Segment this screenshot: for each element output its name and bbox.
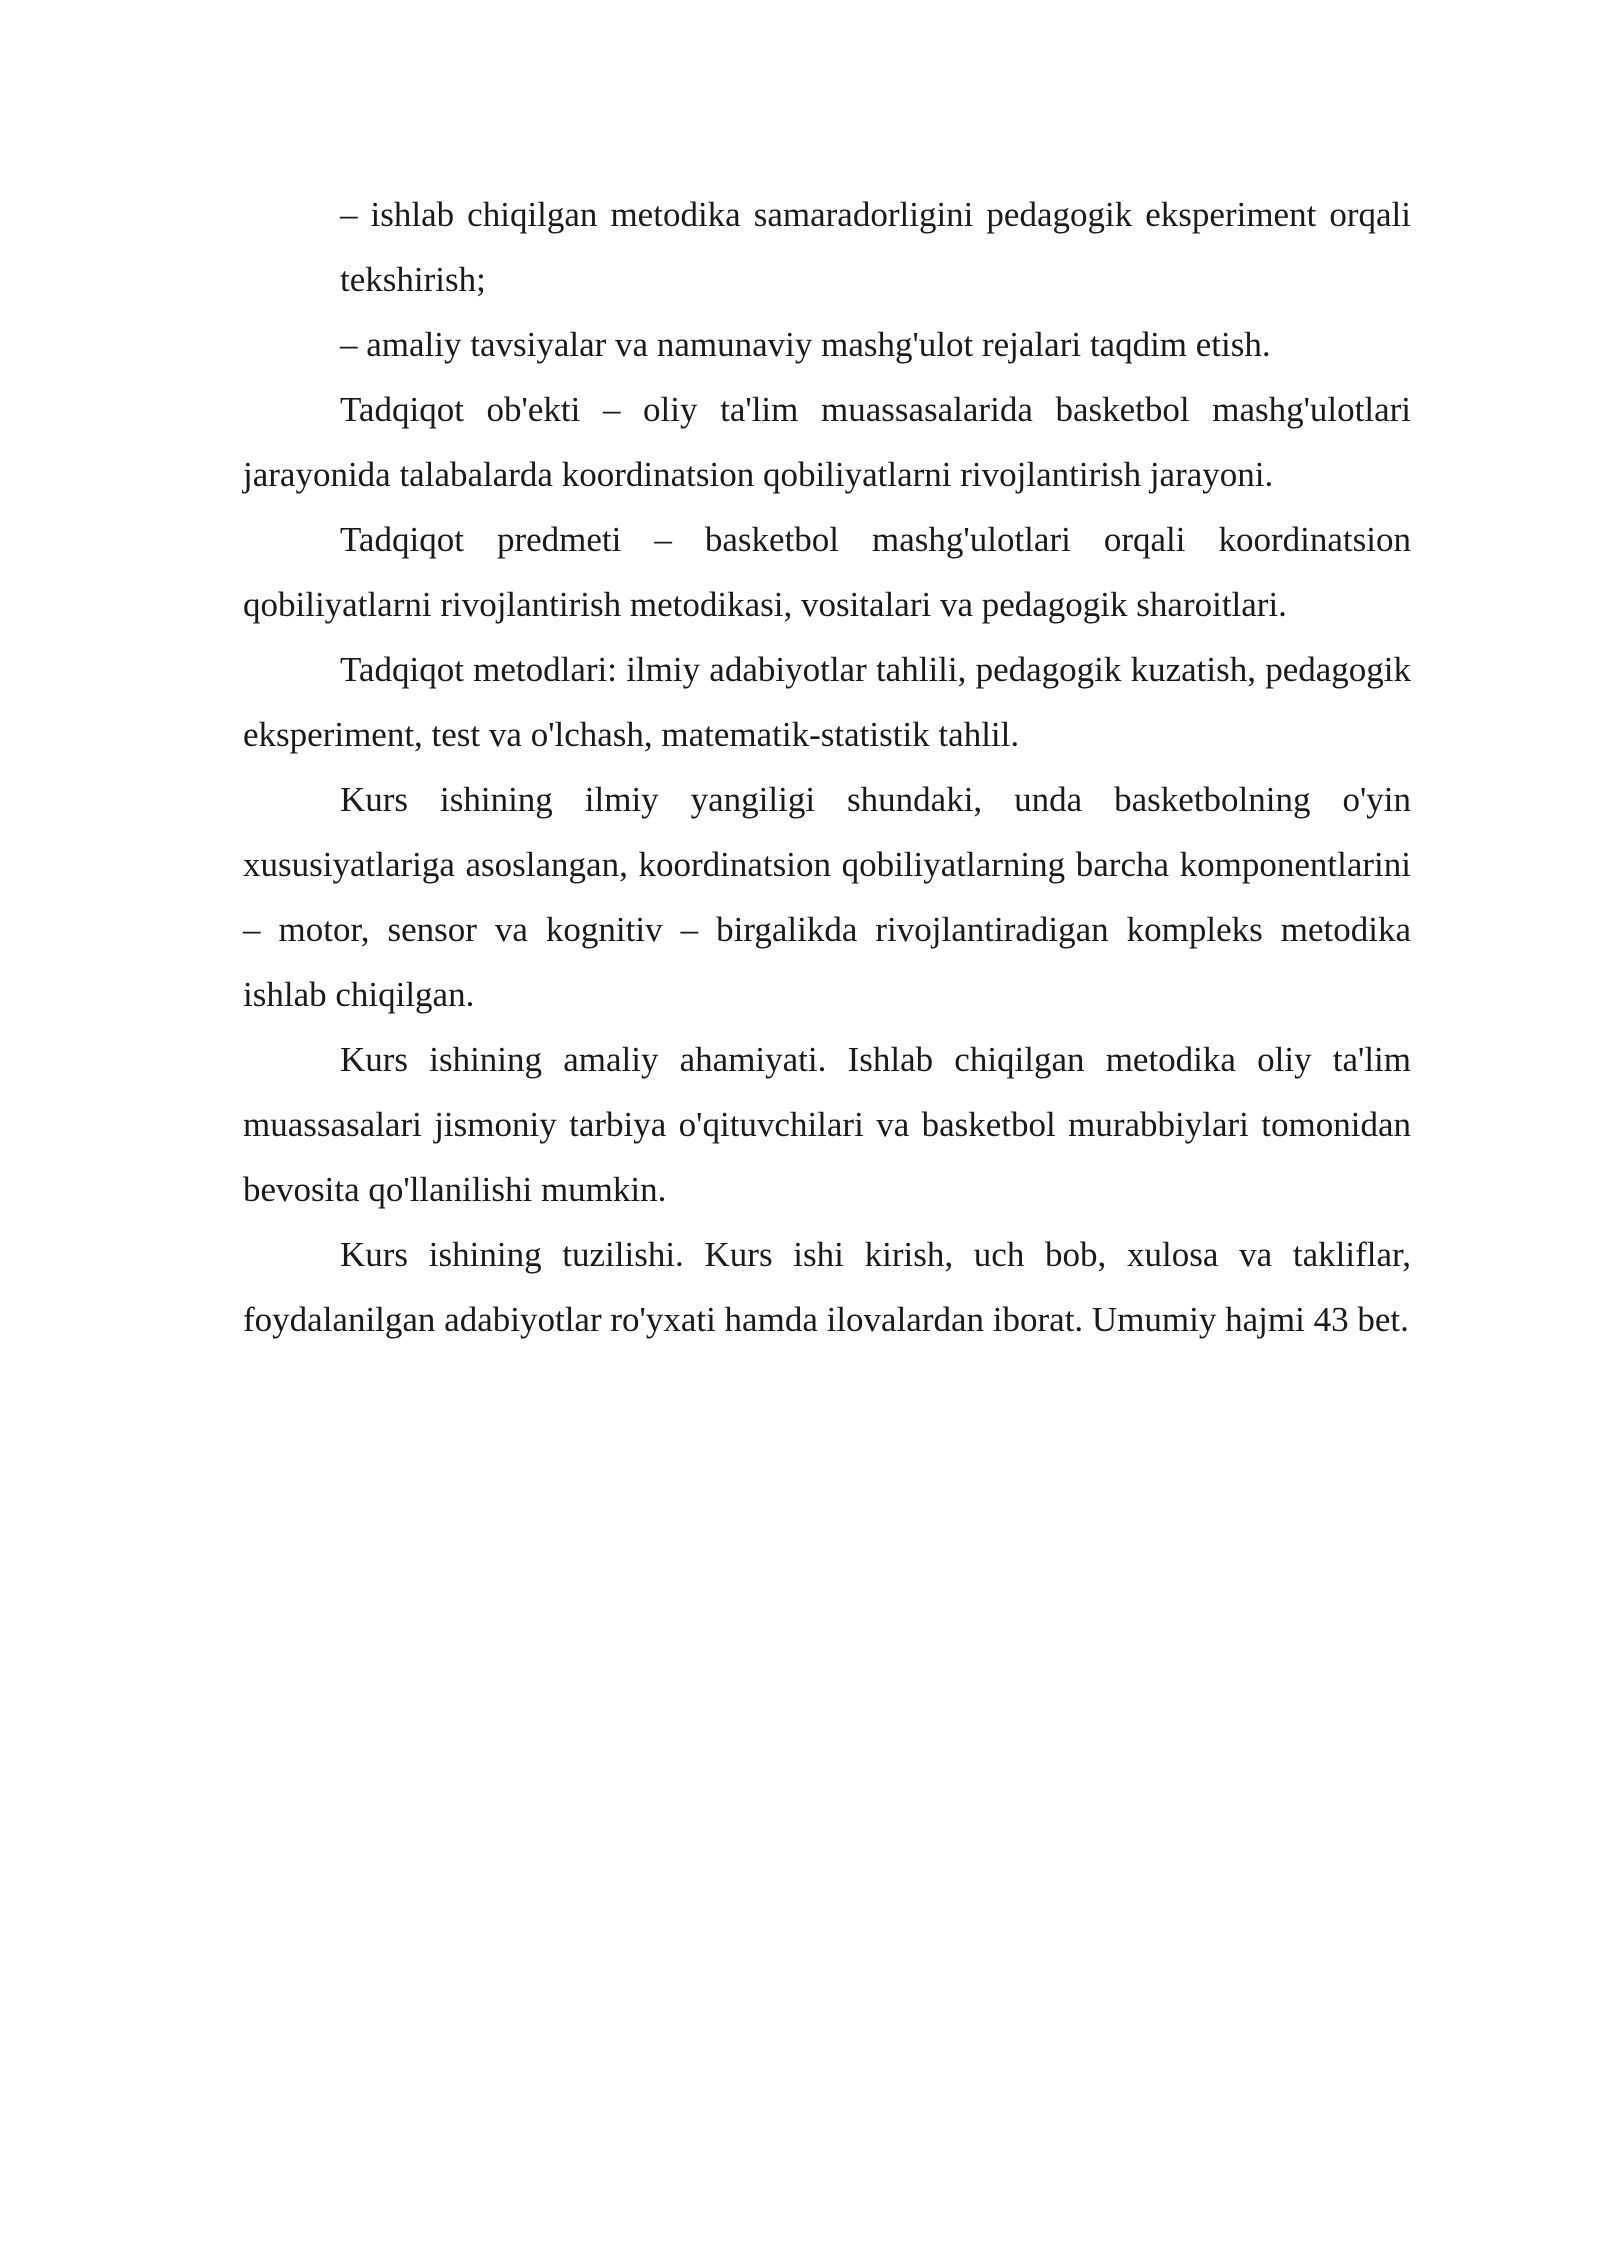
paragraph-practical-significance: Kurs ishining amaliy ahamiyati. Ishlab chiqilgan metodika oliy ta'lim muassasalari jismoniy tarbiya o'qituvchilari va basketbol murabbiylari tomonidan bevosita qo'llanilishi mumkin. (243, 1040, 1411, 1209)
paragraph-scientific-novelty: Kurs ishining ilmiy yangiligi shundaki, unda basketbolning o'yin xususiyatlariga asoslangan, koordinatsion qobiliyatlarning barcha komponentlarini – motor, sensor va kognitiv – birgalikda rivojlantiradigan kompleks metodika ishlab chiqilgan. (243, 780, 1411, 1014)
document-body (243, 182, 1411, 1352)
paragraph-research-methods: Tadqiqot metodlari: ilmiy adabiyotlar tahlili, pedagogik kuzatish, pedagogik eksperiment, test va o'lchash, matematik-statistik tahlil. (243, 650, 1411, 754)
list-item: – ishlab chiqilgan metodika samaradorligini pedagogik eksperiment orqali tekshirish; (340, 195, 1411, 299)
paragraph-research-object: Tadqiqot ob'ekti – oliy ta'lim muassasalarida basketbol mashg'ulotlari jarayonida talabalarda koordinatsion qobiliyatlarni rivojlantirish jarayoni. (243, 390, 1411, 494)
paragraph-research-subject: Tadqiqot predmeti – basketbol mashg'ulotlari orqali koordinatsion qobiliyatlarni rivojlantirish metodikasi, vositalari va pedagogik sharoitlari. (243, 520, 1411, 624)
paragraph-structure: Kurs ishining tuzilishi. Kurs ishi kirish, uch bob, xulosa va takliflar, foydalanilgan adabiyotlar ro'yxati hamda ilovalardan iborat. Umumiy hajmi 43 bet. (243, 1235, 1411, 1339)
list-item: – amaliy tavsiyalar va namunaviy mashg'ulot rejalari taqdim etish. (340, 325, 1271, 364)
